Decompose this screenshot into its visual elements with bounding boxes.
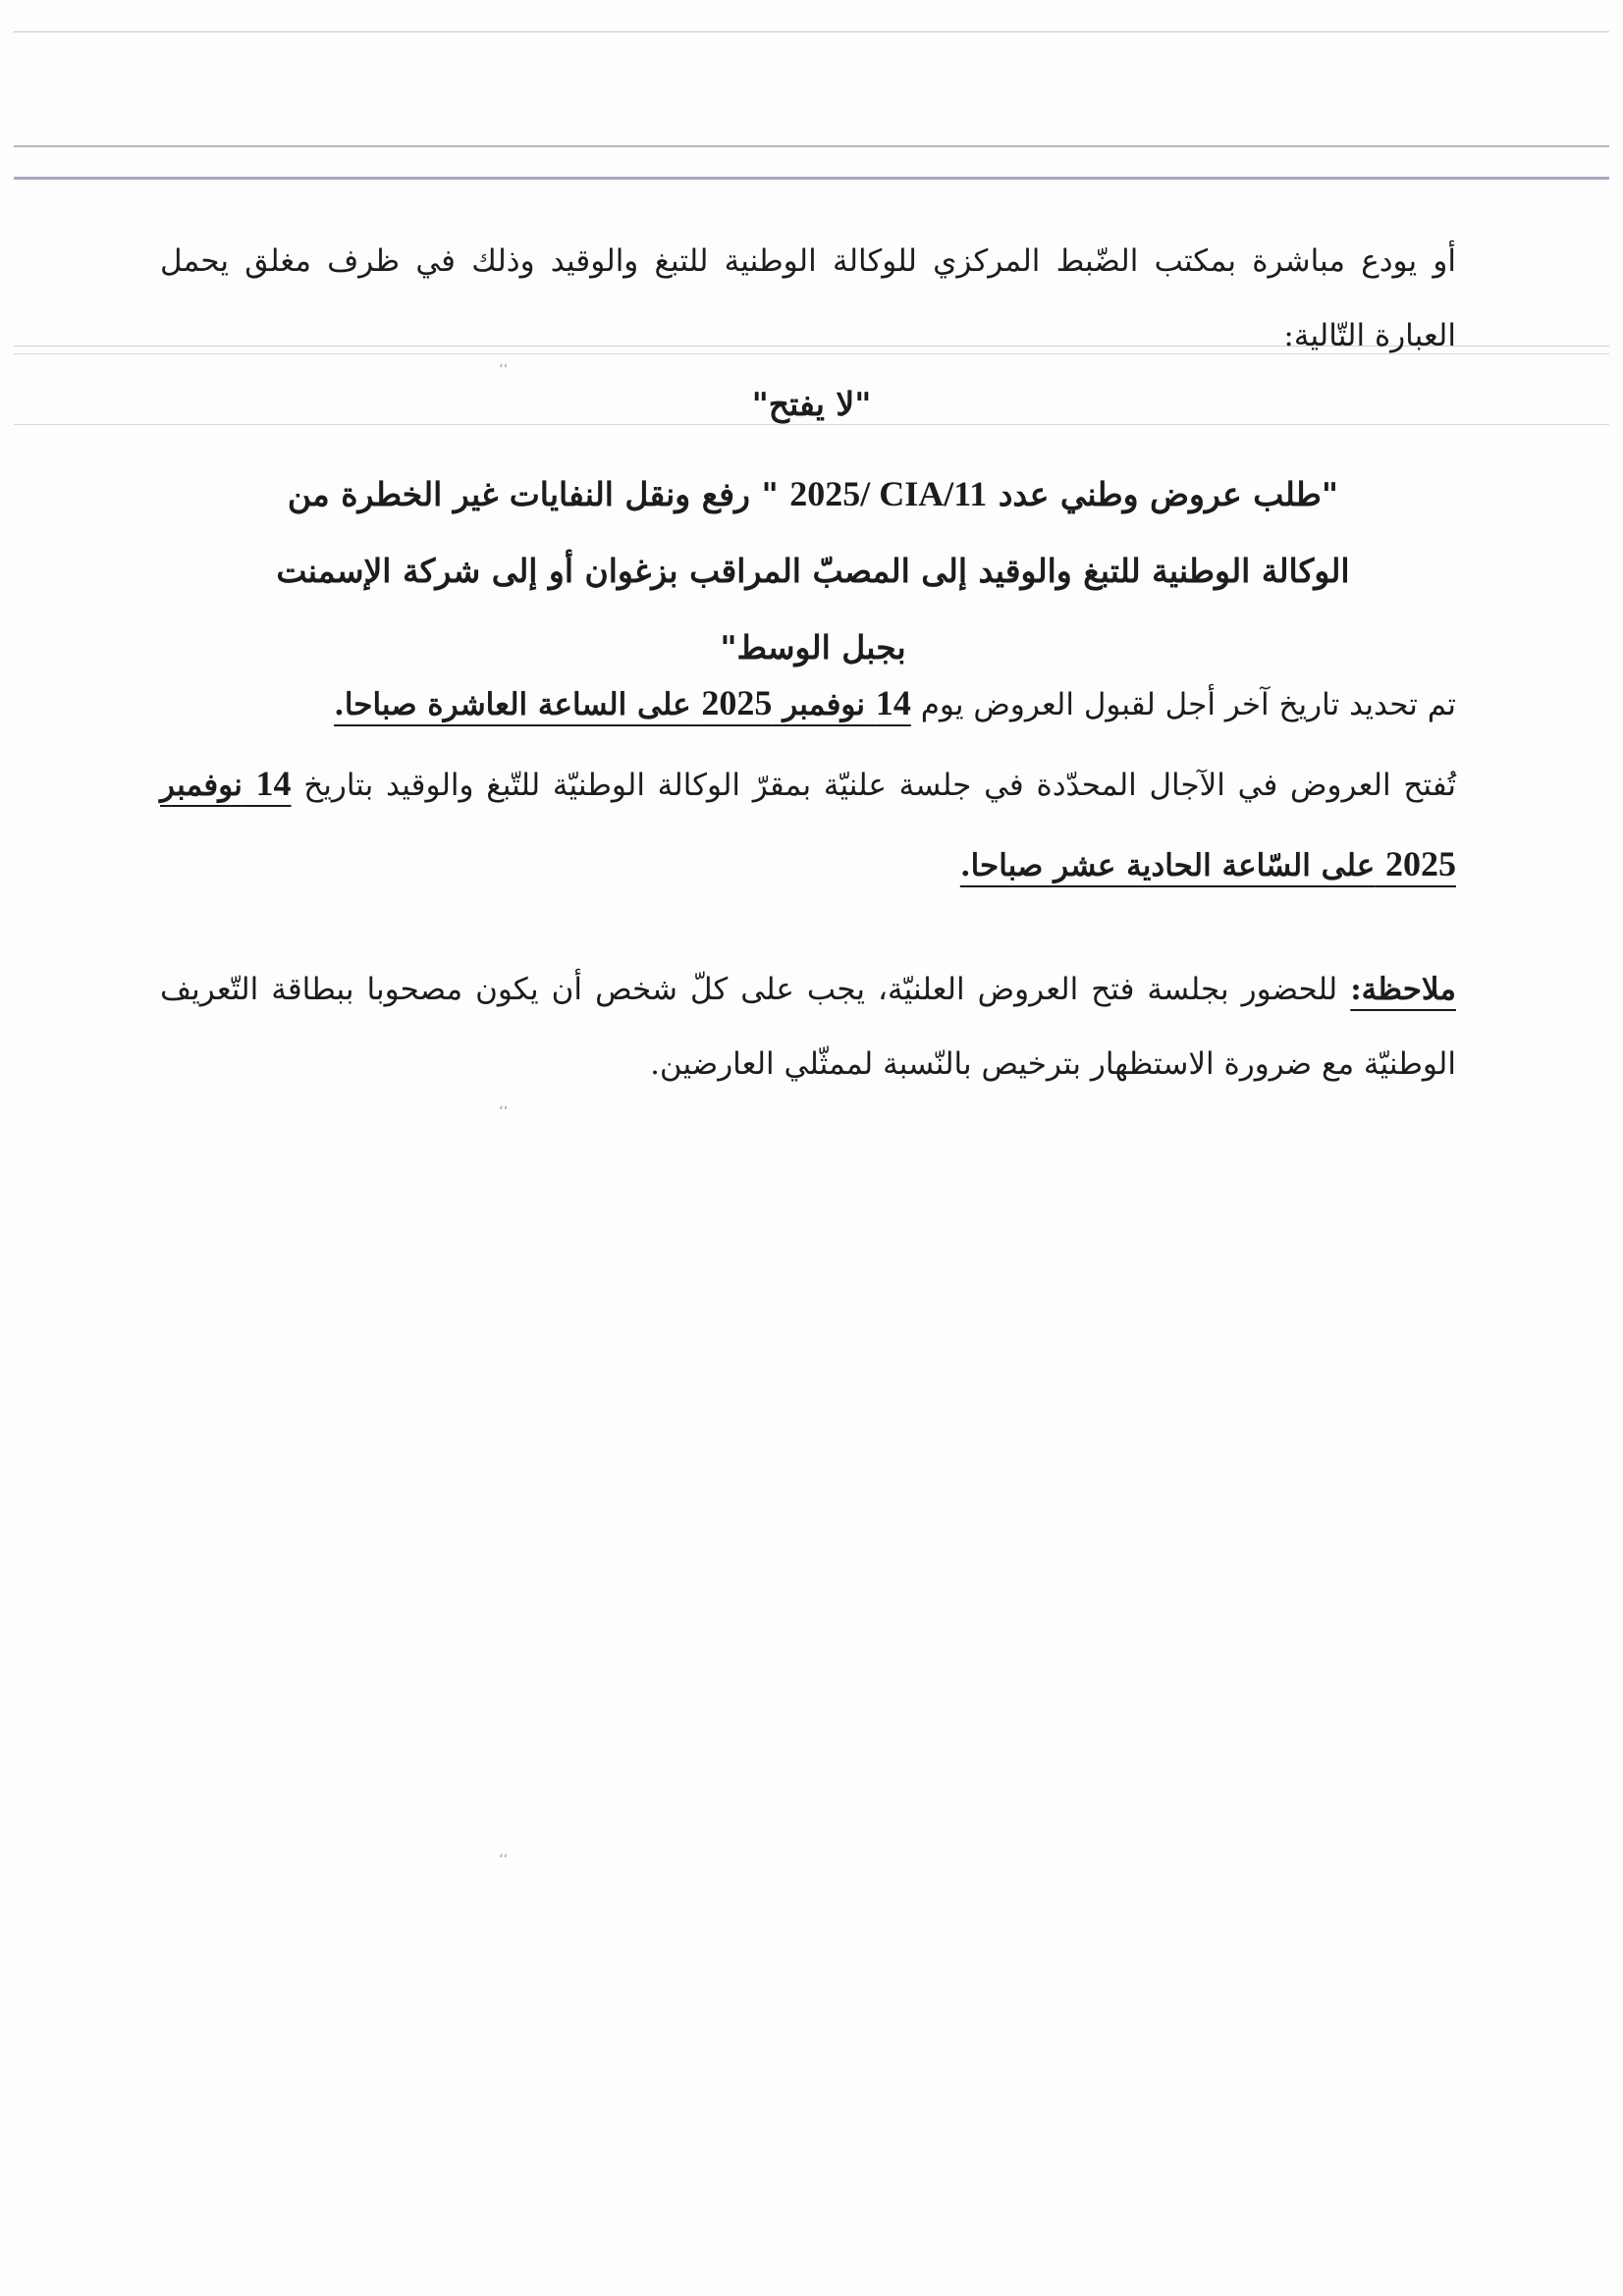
deadline-paragraph	[160, 664, 1456, 744]
deadline-day: 14	[875, 683, 911, 722]
deadline-lead: تم تحديد تاريخ آخر أجل لقبول العروض يوم	[920, 687, 1456, 722]
scan-mark: ،،	[499, 1097, 509, 1113]
tender-code: 2025/ CIA/11	[789, 474, 988, 513]
subject-description: " رفع ونقل النفايات غير الخطرة من الوكالة الوطنية للتبغ والوقيد إلى المصبّ المراقب بزغوان أو إلى شركة الإسمنت بجبل الوسط"	[276, 475, 1350, 667]
scan-border-line	[14, 31, 1609, 32]
scan-artifact-line	[14, 424, 1609, 425]
opening-year: 2025	[1385, 844, 1456, 883]
scan-mark: ،،	[499, 355, 509, 371]
intro-line-2: العبارة التّالية:	[1283, 318, 1456, 353]
scan-mark: ،،	[499, 1845, 509, 1861]
opening-lead: تُفتح العروض في الآجال المحدّدة في جلسة علنيّة بمقرّ الوكالة الوطنيّة للتّبغ والوقيد بتاريخ	[303, 768, 1456, 803]
tender-subject	[243, 455, 1382, 686]
subject-prefix: "طلب عروض وطني عدد	[998, 475, 1339, 513]
note-label: ملاحظة:	[1350, 972, 1456, 1007]
opening-time: على السّاعة الحادية عشر صباحا.	[959, 848, 1376, 883]
opening-day: 14	[255, 764, 292, 803]
header-rule	[14, 145, 1609, 147]
opening-month: نوفمبر	[160, 768, 243, 803]
intro-paragraph	[160, 224, 1456, 373]
intro-line-1: أو يودع مباشرة بمكتب الضّبط المركزي للوكالة الوطنية للتبغ والوقيد وذلك في ظرف مغلق يحمل	[160, 243, 1456, 279]
note-text: للحضور بجلسة فتح العروض العلنيّة، يجب على كلّ شخص أن يكون مصحوبا ببطاقة التّعريف الوطنيّة مع ضرورة الاستظهار بترخيص بالنّسبة لممثّلي العارضين.	[160, 972, 1456, 1082]
deadline-year: 2025	[701, 683, 773, 722]
opening-paragraph	[160, 744, 1456, 905]
note-paragraph	[160, 952, 1456, 1101]
do-not-open-label: "لا يفتح"	[751, 385, 872, 423]
deadline-time: على الساعة العاشرة صباحا.	[334, 687, 691, 722]
dates-block	[160, 664, 1456, 905]
deadline-date	[334, 683, 911, 722]
header-rule-thick	[14, 177, 1609, 180]
deadline-month: نوفمبر	[783, 687, 866, 722]
